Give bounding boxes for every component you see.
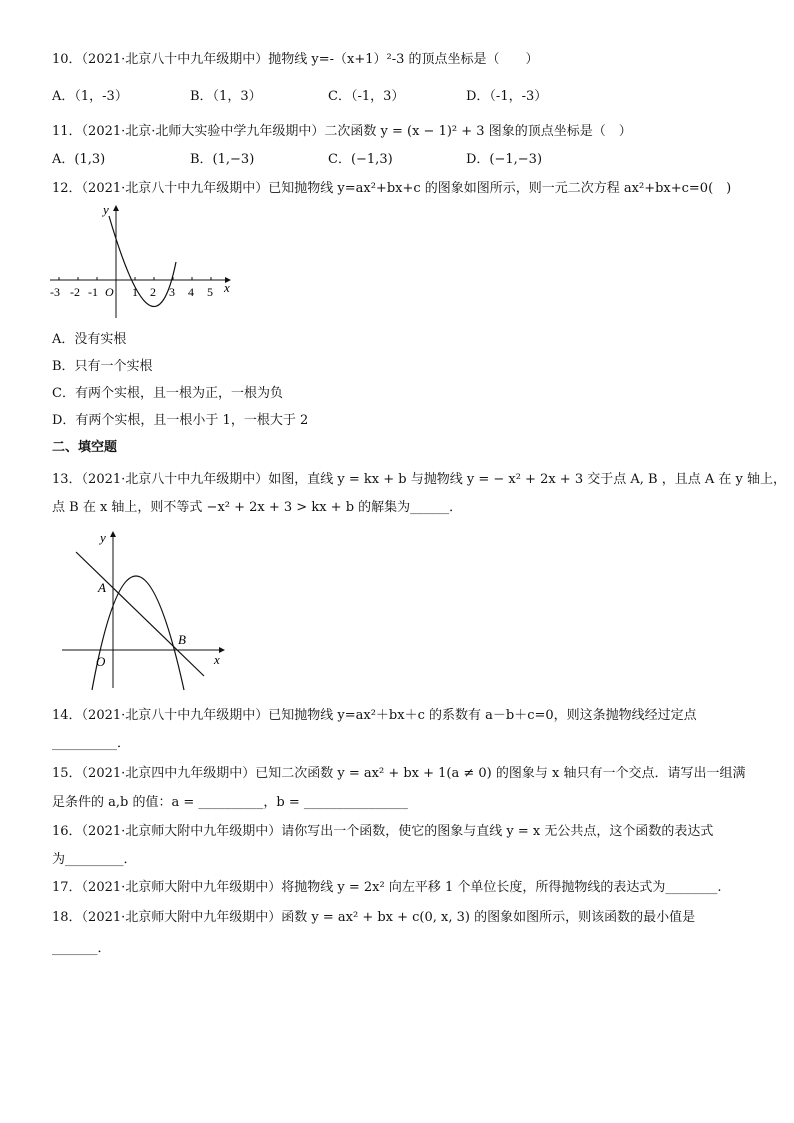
q11-option-a: A．(1,3) <box>52 152 106 167</box>
q10-text: 10．（2021·北京八十中九年级期中）抛物线 y=-（x+1）²-3 的顶点坐标是（ ） <box>52 52 539 67</box>
q12-parabola-figure <box>46 200 246 328</box>
q12-x-label: x <box>224 280 230 295</box>
q12-tick-label: 1 <box>132 285 138 299</box>
q11-text: 11．（2021·北京·北师大实验中学九年级期中）二次函数 y = (x − 1)² + 3 图象的顶点坐标是（ ） <box>52 124 632 139</box>
q12-option-a: A．没有实根 <box>52 332 127 347</box>
q12-tick-label: 3 <box>169 285 175 299</box>
q13-text-line1: 13．（2021·北京八十中九年级期中）如图，直线 y = kx + b 与抛物线 y = − x² + 2x + 3 交于点 A, B ，且点 A 在 y 轴上， <box>52 472 786 487</box>
q11-option-d: D．(−1,−3) <box>466 152 543 167</box>
q12-tick-label: -1 <box>88 285 98 299</box>
q12-tick-label: -2 <box>70 285 80 299</box>
q11-option-c: C．(−1,3) <box>328 152 393 167</box>
q10-option-c: C．（-1，3） <box>328 89 405 104</box>
q11-option-b: B．(1,−3) <box>190 152 255 167</box>
q12-option-b: B．只有一个实根 <box>52 359 153 374</box>
q15-text-line2: 足条件的 a,b 的值：a = __________，b = ________________ <box>52 795 408 810</box>
q17-text-line1: 17．（2021·北京师大附中九年级期中）将抛物线 y = 2x² 向左平移 1 个单位长度，所得抛物线的表达式为________. <box>52 880 722 895</box>
q14-text-line1: 14．（2021·北京八十中九年级期中）已知抛物线 y=ax²＋bx＋c 的系数有 a－b＋c=0，则这条抛物线经过定点 <box>52 708 697 723</box>
q10-option-b: B．（1，3） <box>190 89 262 104</box>
q15-text-line1: 15．（2021·北京四中九年级期中）已知二次函数 y = ax² + bx + 1(a ≠ 0) 的图象与 x 轴只有一个交点．请写出一组满 <box>52 766 746 781</box>
q12-origin-label: O <box>105 285 114 299</box>
q10-option-a: A．（1，-3） <box>52 89 128 104</box>
q13-point-a-label: A <box>98 580 106 595</box>
q13-text-line2: 点 B 在 x 轴上，则不等式 −x² + 2x + 3 > kx + b 的解集为______． <box>52 500 463 515</box>
q12-tick-label: 2 <box>150 285 156 299</box>
q12-option-c: C．有两个实根，且一根为正，一根为负 <box>52 386 283 401</box>
q12-option-d: D．有两个实根，且一根小于 1，一根大于 2 <box>52 413 309 428</box>
q13-figure <box>58 528 230 692</box>
q13-y-label: y <box>100 530 106 545</box>
q18-text-line1: 18．（2021·北京师大附中九年级期中）函数 y = ax² + bx + c(0, x, 3) 的图象如图所示，则该函数的最小值是 <box>52 910 696 925</box>
q12-tick-label: 5 <box>207 285 213 299</box>
q13-point-b-label: B <box>178 632 186 647</box>
q12-tick-label: -3 <box>50 285 60 299</box>
q14-text-line2: __________． <box>52 736 131 751</box>
q16-text-line1: 16．（2021·北京师大附中九年级期中）请你写出一个函数，使它的图象与直线 y = x 无公共点，这个函数的表达式 <box>52 824 714 839</box>
q12-text: 12．（2021·北京八十中九年级期中）已知抛物线 y=ax²+bx+c 的图象如图所示，则一元二次方程 ax²+bx+c=0( ) <box>52 181 732 196</box>
q12-parabola <box>109 216 176 307</box>
section-heading: 二、填空题 <box>52 440 118 455</box>
q18-text-line2: _______． <box>52 941 111 956</box>
q12-tick-label: 4 <box>188 285 194 299</box>
q13-x-label: x <box>214 652 220 667</box>
q12-y-label: y <box>103 202 109 217</box>
q16-text-line2: 为_________． <box>52 852 137 867</box>
q10-option-d: D．（-1，-3） <box>466 89 548 104</box>
q13-origin-label: O <box>96 654 106 669</box>
